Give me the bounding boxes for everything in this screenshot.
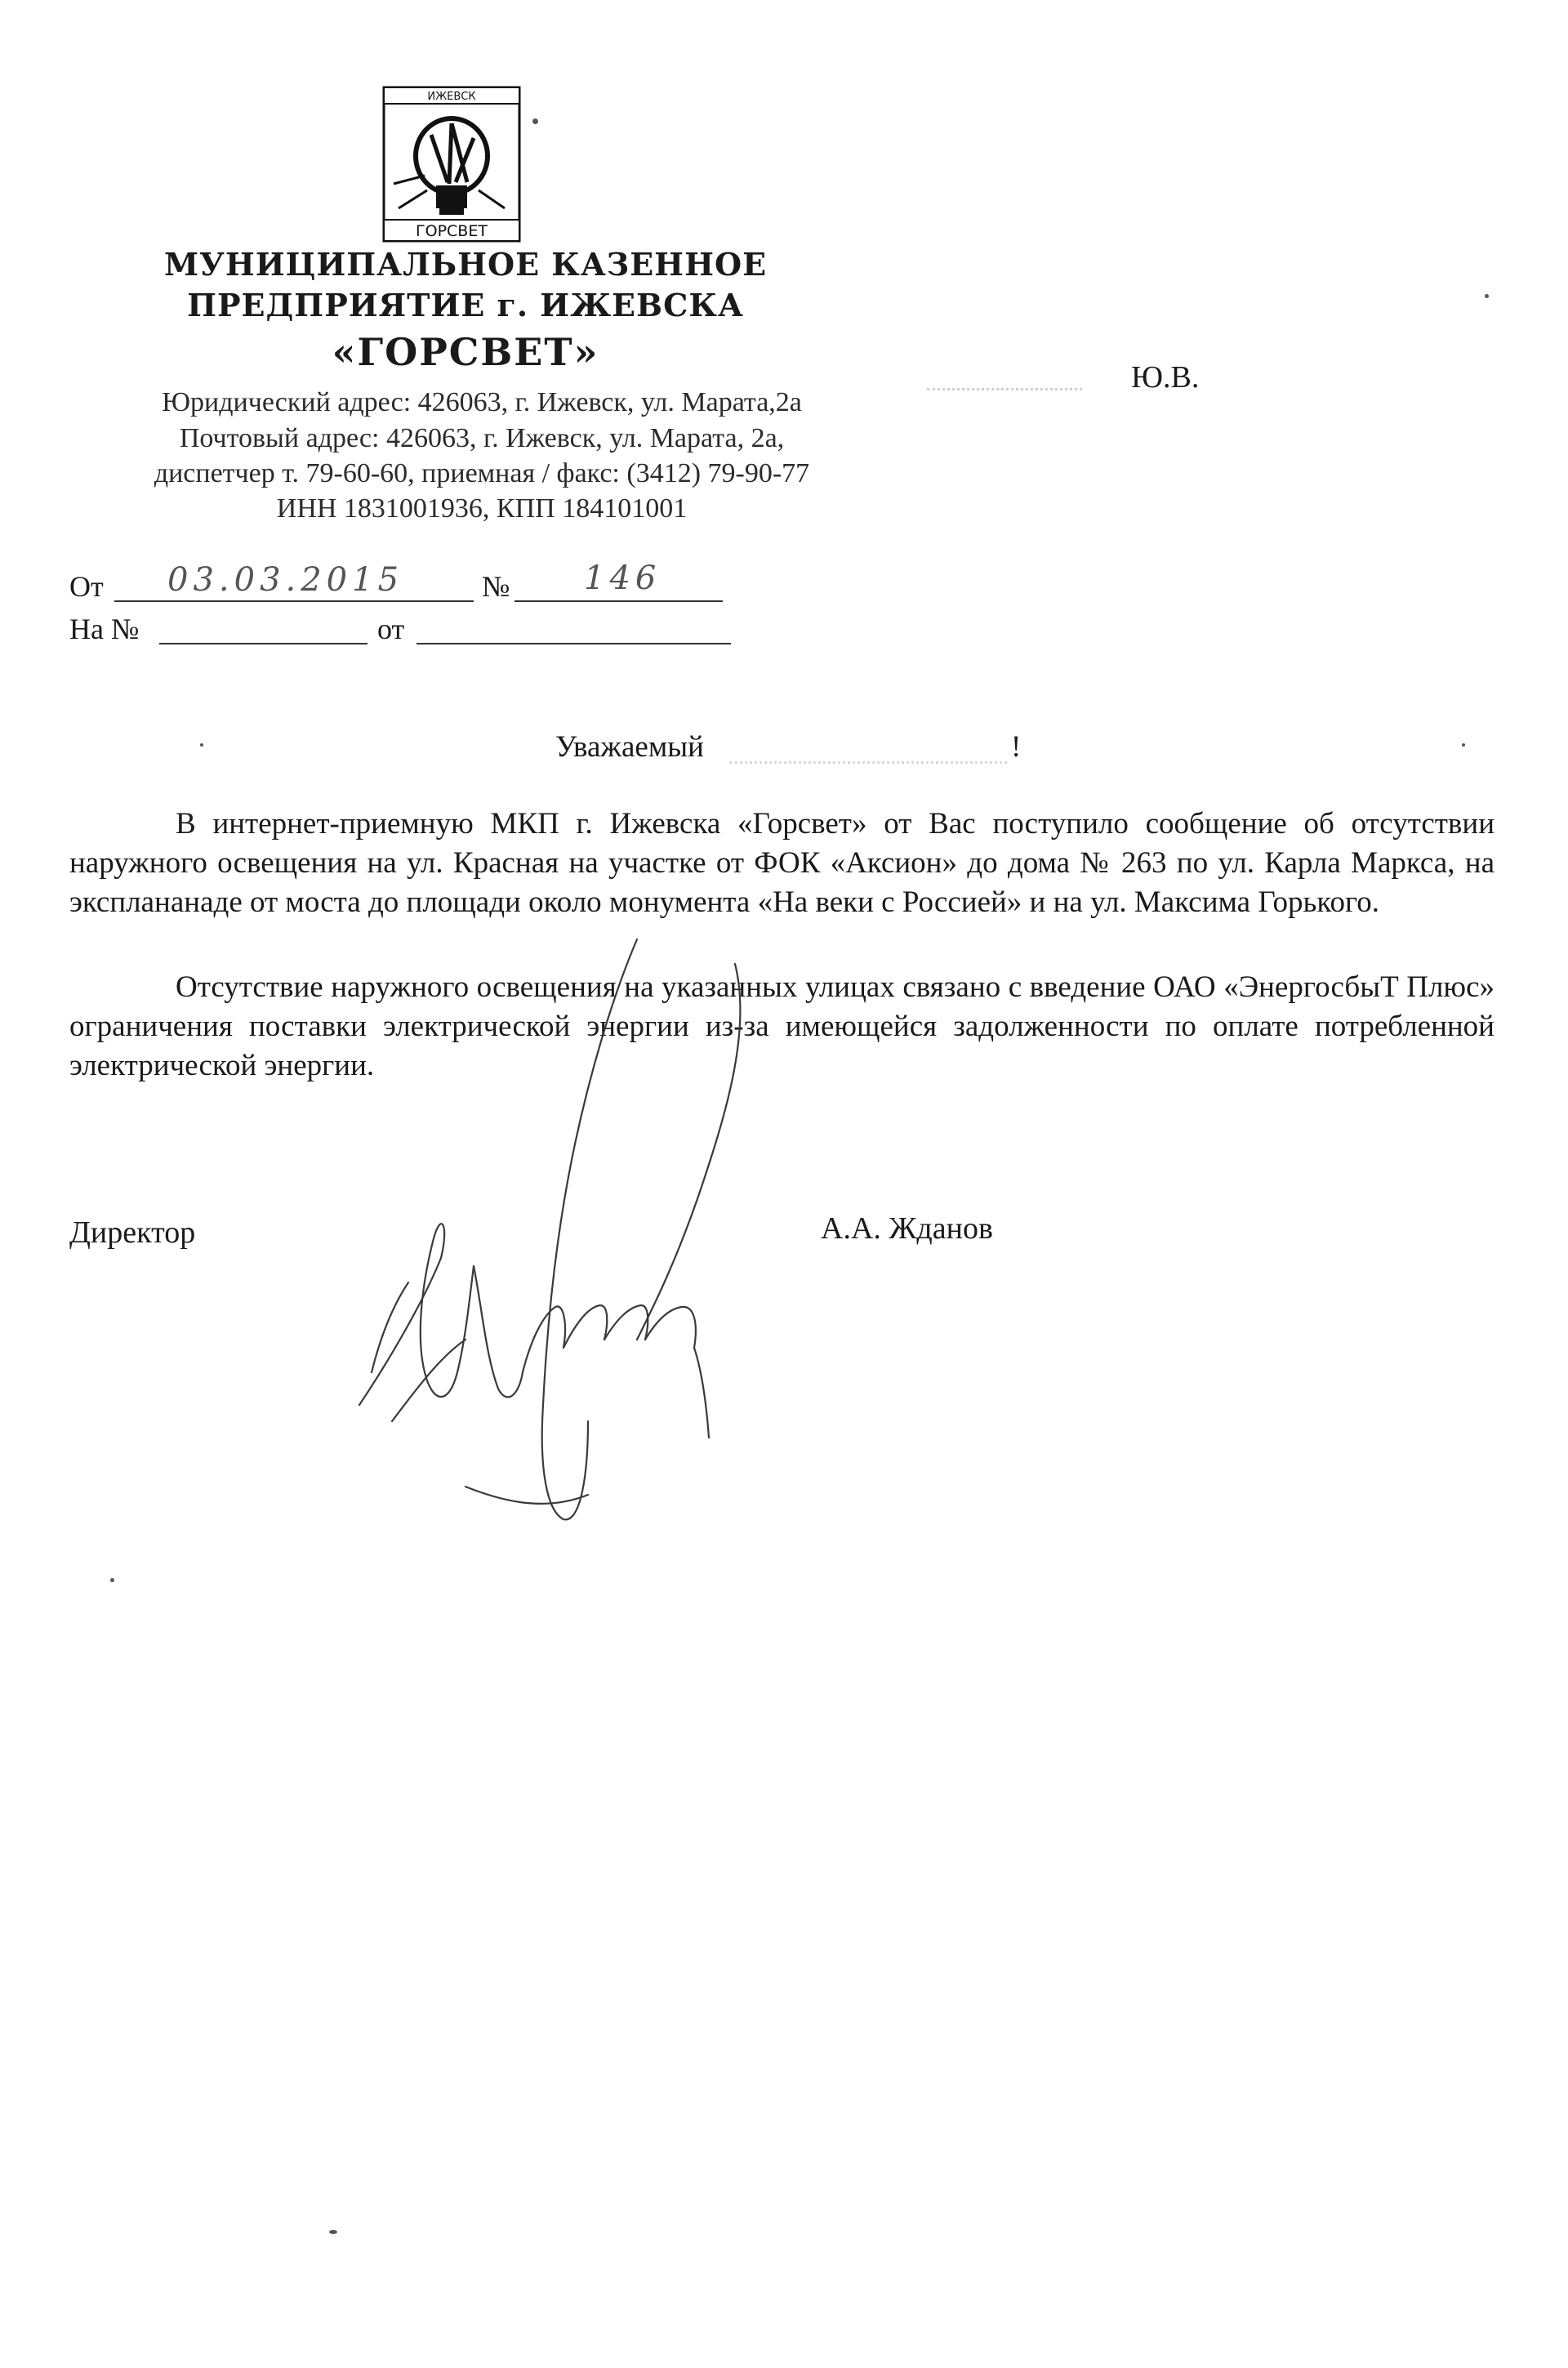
scan-speck — [110, 1578, 114, 1582]
date-line — [114, 600, 474, 602]
greeting: Уважаемый — [555, 730, 704, 764]
org-name-line3: «ГОРСВЕТ» — [332, 330, 599, 374]
org-name-line2: ПРЕДПРИЯТИЕ г. ИЖЕВСКА — [187, 287, 744, 323]
handwritten-signature — [343, 915, 768, 1552]
greeting-redacted-name — [729, 745, 1007, 764]
from-label: От — [69, 570, 104, 603]
scan-speck — [532, 118, 538, 124]
signer-title: Директор — [69, 1215, 196, 1250]
greeting-exclamation: ! — [1011, 730, 1022, 764]
recipient-redacted-name — [927, 372, 1082, 390]
reply-number-label: На № — [69, 613, 140, 645]
logo-label-text: ГОРСВЕТ — [416, 222, 488, 240]
reply-date-label: от — [377, 613, 405, 645]
scan-speck — [1485, 294, 1489, 298]
org-name-line1: МУНИЦИПАЛЬНОЕ КАЗЕННОЕ — [163, 246, 768, 283]
phone-numbers: диспетчер т. 79-60-60, приемная / факс: (3412) 79-90-77 — [154, 458, 810, 488]
logo-city-text: ИЖЕВСК — [427, 91, 476, 103]
legal-address: Юридический адрес: 426063, г. Ижевск, ул. Марата,2а — [162, 387, 802, 417]
number-line — [514, 600, 723, 602]
handwritten-date: 03.03.2015 — [167, 561, 404, 599]
body-paragraph-2: Отсутствие наружного освещения на указанных улицах связано с введение ОАО «ЭнергосбыТ Плюс» ограничения поставки электрической энергии из-за имеющейся задолженности по оплате потребленной электрической энергии. — [69, 970, 1494, 1082]
scan-speck — [329, 2230, 337, 2234]
handwritten-number: 146 — [584, 560, 662, 597]
reply-number-line — [159, 643, 368, 644]
signer-name: А.А. Жданов — [821, 1211, 993, 1246]
scan-speck — [200, 743, 203, 747]
gorsvet-logo — [382, 86, 521, 243]
postal-address: Почтовый адрес: 426063, г. Ижевск, ул. Марата, 2а, — [179, 423, 785, 453]
number-label: № — [482, 570, 510, 603]
body-paragraph-1: В интернет-приемную МКП г. Ижевска «Горсвет» от Вас поступило сообщение об отсутствии наружного освещения на ул. Красная на участке от ФОК «Аксион» до дома № 263 по ул. Карла Маркса, на эксплананаде от моста до площади около монумента «На веки с Россией» и на ул. Максима Горького. — [69, 807, 1494, 919]
recipient-initials: Ю.В. — [1131, 360, 1200, 395]
reply-date-line — [416, 643, 731, 644]
scan-speck — [1462, 743, 1465, 747]
tax-ids: ИНН 1831001936, КПП 184101001 — [276, 493, 688, 524]
